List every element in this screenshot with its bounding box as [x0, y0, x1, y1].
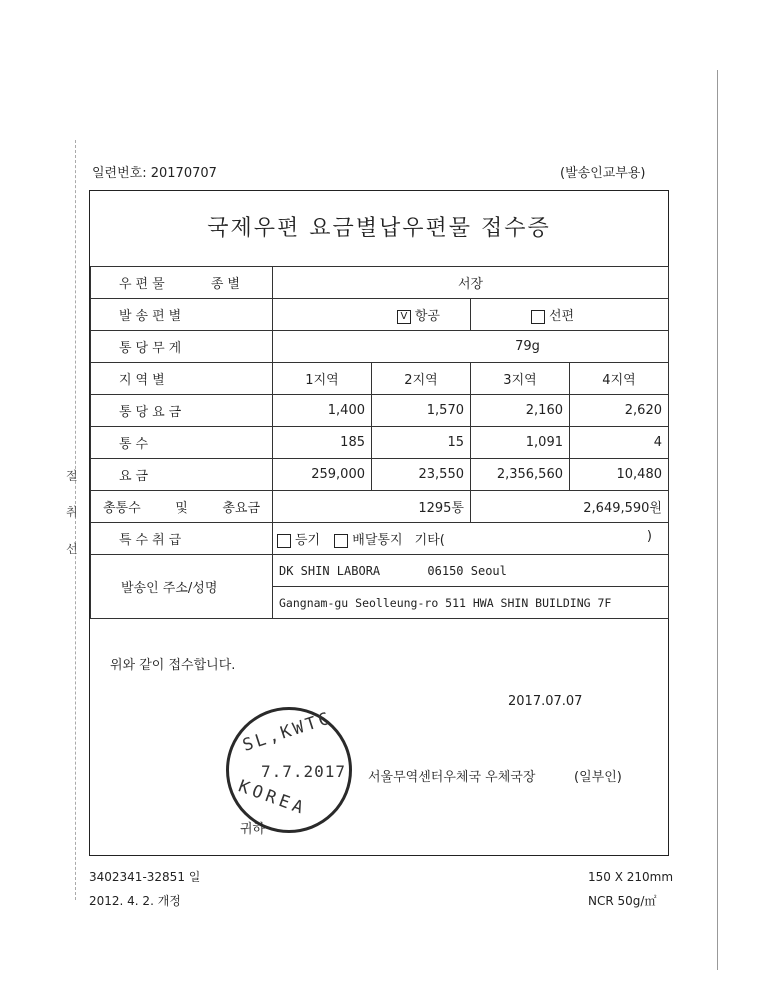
addressee-label: 귀하	[240, 822, 266, 837]
air-checkbox[interactable]: V	[397, 310, 411, 324]
perforation-char: 절	[66, 469, 78, 483]
sea-option	[471, 299, 669, 331]
sender-line-1	[273, 555, 669, 587]
copy-label: (발송인교부용)	[560, 166, 646, 181]
table-row	[91, 459, 669, 491]
sender-line-2: Gangnam-gu Seolleung-ro 511 HWA SHIN BUILDING 7F	[273, 587, 669, 619]
total-amount: 2,649,590원	[471, 491, 669, 523]
registered-checkbox[interactable]	[277, 534, 291, 548]
row-label: 요금	[91, 459, 273, 491]
row-label: 통수	[91, 427, 273, 459]
row-label: 총통수 및 총요금	[91, 491, 273, 523]
fee-per-item-cell: 2,160	[471, 395, 570, 427]
count-cell: 15	[372, 427, 471, 459]
count-cell: 4	[570, 427, 669, 459]
sheet-edge	[717, 70, 718, 970]
revision-date: 2012. 4. 2. 개정	[89, 894, 181, 908]
table-row	[91, 427, 669, 459]
received-date: 2017.07.07	[508, 694, 583, 709]
sender-postcode: 06150 Seoul	[427, 563, 507, 578]
sea-checkbox[interactable]	[531, 310, 545, 324]
paper-size: 150 X 210mm	[588, 870, 674, 884]
sea-label: 선편	[549, 309, 575, 324]
table-row	[91, 299, 669, 331]
row-label: 통당무게	[91, 331, 273, 363]
receipt-form	[89, 190, 669, 856]
table-row	[91, 395, 669, 427]
stamp-top-text: SL,KWTC	[240, 708, 335, 756]
fee-per-item-cell: 1,400	[273, 395, 372, 427]
row-label: 발송인 주소/성명	[91, 555, 273, 619]
mail-type-value: 서장	[273, 267, 669, 299]
stamp-date: 7.7.2017	[261, 762, 347, 781]
post-office-name: 서울무역센터우체국 우체국장	[368, 770, 536, 785]
perforation-char: 취	[66, 505, 78, 519]
postmark-stamp	[226, 707, 352, 833]
fee-cell: 259,000	[273, 459, 372, 491]
count-cell: 1,091	[471, 427, 570, 459]
delivery-notice-checkbox[interactable]	[334, 534, 348, 548]
row-label: 통당요금	[91, 395, 273, 427]
row-label: 지역별	[91, 363, 273, 395]
zone-header: 2지역	[372, 363, 471, 395]
fee-cell: 10,480	[570, 459, 669, 491]
fee-cell: 23,550	[372, 459, 471, 491]
special-handling	[273, 523, 669, 555]
serial-number: 일련번호: 20170707	[92, 166, 217, 181]
perforation-line	[75, 140, 76, 900]
fee-per-item-cell: 2,620	[570, 395, 669, 427]
table-row	[91, 331, 669, 363]
table-row	[91, 363, 669, 395]
row-label: 특수취급	[91, 523, 273, 555]
weight-value: 79g	[273, 331, 669, 363]
registered-label: 등기	[295, 533, 321, 548]
delivery-notice-label: 배달통지	[352, 533, 403, 548]
count-cell: 185	[273, 427, 372, 459]
air-option	[273, 299, 471, 331]
receipt-table	[90, 266, 669, 619]
paper-type: NCR 50g/㎡	[588, 894, 657, 908]
zone-header: 1지역	[273, 363, 372, 395]
zone-header: 4지역	[570, 363, 669, 395]
table-row	[91, 523, 669, 555]
stamp-bottom-text: KOREA	[235, 776, 310, 820]
other-close: )	[646, 529, 652, 544]
table-row	[91, 555, 669, 587]
received-text: 위와 같이 접수합니다.	[110, 658, 236, 673]
row-label: 발송편별	[91, 299, 273, 331]
other-label: 기타(	[414, 533, 445, 548]
fee-cell: 2,356,560	[471, 459, 570, 491]
row-label: 우편물 종별	[91, 267, 273, 299]
air-label: 항공	[414, 309, 440, 324]
table-row	[91, 267, 669, 299]
seal-label: (일부인)	[574, 770, 622, 785]
total-count: 1295통	[273, 491, 471, 523]
form-code: 3402341-32851 일	[89, 870, 201, 884]
form-title: 국제우편 요금별납우편물 접수증	[207, 216, 551, 241]
perforation-char: 선	[66, 542, 78, 556]
table-row	[91, 491, 669, 523]
sender-name: DK SHIN LABORA	[279, 563, 381, 578]
zone-header: 3지역	[471, 363, 570, 395]
fee-per-item-cell: 1,570	[372, 395, 471, 427]
